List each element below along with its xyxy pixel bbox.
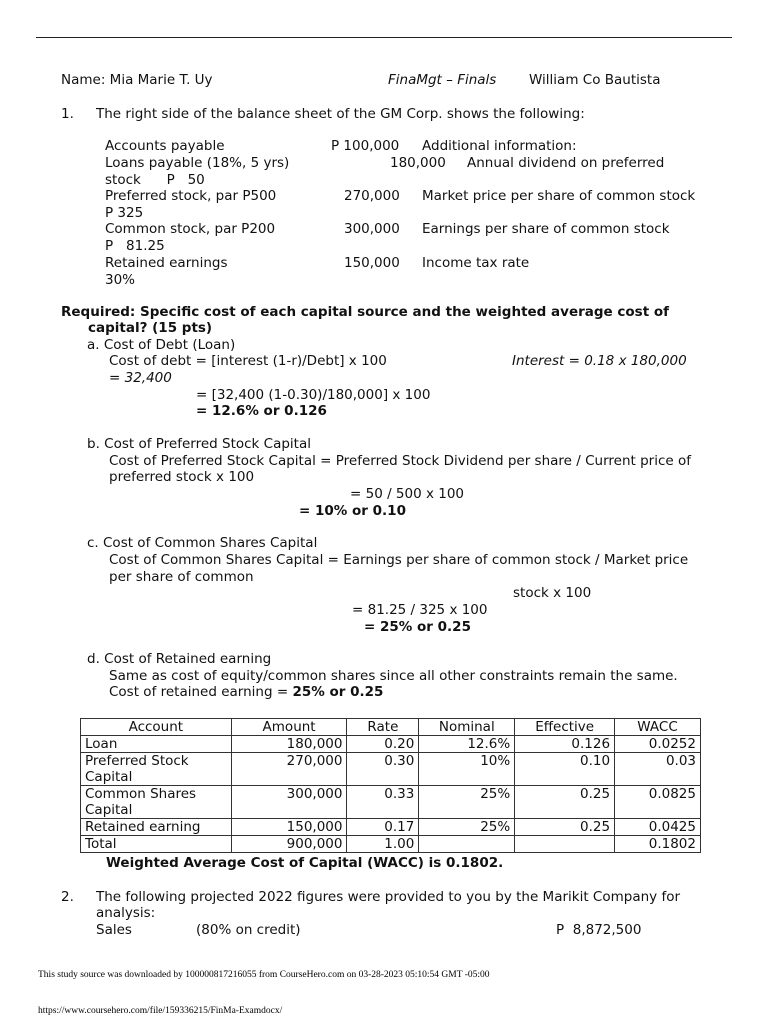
wacc-statement: Weighted Average Cost of Capital (WACC) is 0.1802.: [106, 855, 504, 871]
q2-sales-note: (80% on credit): [196, 922, 301, 938]
cell-nominal: 10%: [419, 753, 515, 786]
cell-account: Total: [81, 836, 232, 853]
cell-amount: 180,000: [231, 736, 347, 753]
cell-effective: 0.25: [515, 819, 615, 836]
q2-prompt-2: analysis:: [96, 905, 156, 921]
download-note: This study source was downloaded by 100000817216055 from CourseHero.com on 03-28-2023 05:10:54 GMT -05:00: [38, 970, 490, 980]
bs-accounts-payable-label: Accounts payable: [105, 138, 225, 154]
cell-effective: [515, 836, 615, 853]
part-a-answer: = 12.6% or 0.126: [196, 403, 327, 419]
cell-effective: 0.126: [515, 736, 615, 753]
part-a-interest-result: = 32,400: [109, 370, 172, 386]
course-title: FinaMgt – Finals: [388, 72, 497, 88]
part-b-answer: = 10% or 0.10: [299, 503, 406, 519]
bs-annual-dividend-value: stock P 50: [105, 172, 205, 188]
bs-market-price-value: P 325: [105, 205, 144, 221]
bs-retained-earnings-label: Retained earnings: [105, 255, 228, 271]
cell-rate: 0.20: [347, 736, 419, 753]
cell-effective: 0.10: [515, 753, 615, 786]
table-total-row: [81, 836, 701, 853]
cell-account: Preferred Stock Capital: [81, 753, 232, 786]
part-a-title: a. Cost of Debt (Loan): [87, 337, 236, 353]
bs-tax-rate-label: Income tax rate: [422, 255, 530, 271]
part-d-answer: 25% or 0.25: [292, 684, 384, 700]
bs-preferred-stock-label: Preferred stock, par P500: [105, 188, 277, 204]
part-c-title: c. Cost of Common Shares Capital: [87, 535, 318, 551]
cell-account: Retained earning: [81, 819, 232, 836]
table-row: [81, 753, 701, 786]
part-a-interest: Interest = 0.18 x 180,000: [512, 353, 687, 369]
header-amount: Amount: [231, 719, 347, 736]
bs-additional-info: Additional information:: [422, 138, 577, 154]
cell-wacc: 0.03: [615, 753, 701, 786]
cell-wacc: 0.0825: [615, 786, 701, 819]
part-c-formula-2: per share of common: [109, 569, 254, 585]
part-a-formula: Cost of debt = [interest (1-r)/Debt] x 100: [109, 353, 387, 369]
q2-prompt-1: The following projected 2022 figures were provided to you by the Marikit Company for: [96, 889, 681, 905]
cell-amount: 300,000: [231, 786, 347, 819]
instructor-name: William Co Bautista: [529, 72, 661, 88]
part-d-title: d. Cost of Retained earning: [87, 651, 272, 667]
header-wacc: WACC: [615, 719, 701, 736]
table-row: [81, 819, 701, 836]
part-b-step: = 50 / 500 x 100: [350, 486, 465, 502]
header-nominal: Nominal: [419, 719, 515, 736]
cell-nominal: 25%: [419, 819, 515, 836]
cell-account: Loan: [81, 736, 232, 753]
source-url[interactable]: https://www.coursehero.com/file/159336215/FinMa-Examdocx/: [38, 1006, 283, 1016]
cell-account: Common Shares Capital: [81, 786, 232, 819]
q1-number: 1.: [61, 106, 74, 122]
bs-market-price-label: Market price per share of common stock: [422, 188, 696, 204]
q2-sales-label: Sales: [96, 922, 132, 938]
table-row: [81, 786, 701, 819]
bs-eps-label: Earnings per share of common stock: [422, 221, 670, 237]
cell-wacc: 0.0425: [615, 819, 701, 836]
cell-wacc-total: 0.1802: [615, 836, 701, 853]
part-c-formula-1: Cost of Common Shares Capital = Earnings per share of common stock / Market price: [109, 552, 689, 568]
part-d-answer-line: [109, 684, 383, 701]
part-b-formula-2: preferred stock x 100: [109, 469, 255, 485]
part-c-answer: = 25% or 0.25: [364, 619, 471, 635]
bs-preferred-stock-value: 270,000: [344, 188, 400, 204]
cell-amount: 900,000: [231, 836, 347, 853]
cell-effective: 0.25: [515, 786, 615, 819]
required-line-2: capital? (15 pts): [88, 320, 213, 336]
cell-rate: 1.00: [347, 836, 419, 853]
cell-amount: 150,000: [231, 819, 347, 836]
bs-eps-value: P 81.25: [105, 238, 165, 254]
cell-nominal: [419, 836, 515, 853]
header-rate: Rate: [347, 719, 419, 736]
top-rule: [36, 37, 732, 38]
part-d-answer-prefix: Cost of retained earning =: [109, 684, 293, 700]
cell-amount: 270,000: [231, 753, 347, 786]
part-a-step: = [32,400 (1-0.30)/180,000] x 100: [196, 387, 431, 403]
q1-prompt: The right side of the balance sheet of the GM Corp. shows the following:: [96, 106, 585, 122]
student-name: Name: Mia Marie T. Uy: [61, 72, 213, 88]
part-b-title: b. Cost of Preferred Stock Capital: [87, 436, 312, 452]
bs-retained-earnings-value: 150,000: [344, 255, 400, 271]
header-account: Account: [81, 719, 232, 736]
wacc-table: [80, 718, 701, 853]
part-b-formula-1: Cost of Preferred Stock Capital = Preferred Stock Dividend per share / Current price of: [109, 453, 691, 469]
cell-rate: 0.17: [347, 819, 419, 836]
q2-sales-value: P 8,872,500: [556, 922, 642, 938]
header-effective: Effective: [515, 719, 615, 736]
q2-number: 2.: [61, 889, 74, 905]
part-c-formula-3: stock x 100: [513, 585, 592, 601]
part-c-step: = 81.25 / 325 x 100: [352, 602, 488, 618]
cell-rate: 0.30: [347, 753, 419, 786]
part-d-text: Same as cost of equity/common shares since all other constraints remain the same.: [109, 668, 678, 684]
bs-tax-rate-value: 30%: [105, 272, 136, 288]
bs-common-stock-value: 300,000: [344, 221, 400, 237]
required-line-1: Required: Specific cost of each capital source and the weighted average cost of: [61, 304, 670, 320]
bs-loans-payable-value: 180,000: [390, 155, 446, 171]
cell-wacc: 0.0252: [615, 736, 701, 753]
bs-accounts-payable-value: P 100,000: [331, 138, 400, 154]
bs-common-stock-label: Common stock, par P200: [105, 221, 276, 237]
bs-loans-payable-label: Loans payable (18%, 5 yrs): [105, 155, 290, 171]
cell-rate: 0.33: [347, 786, 419, 819]
bs-annual-dividend-label: Annual dividend on preferred: [467, 155, 665, 171]
cell-nominal: 12.6%: [419, 736, 515, 753]
table-header-row: [81, 719, 701, 736]
table-row: [81, 736, 701, 753]
cell-nominal: 25%: [419, 786, 515, 819]
